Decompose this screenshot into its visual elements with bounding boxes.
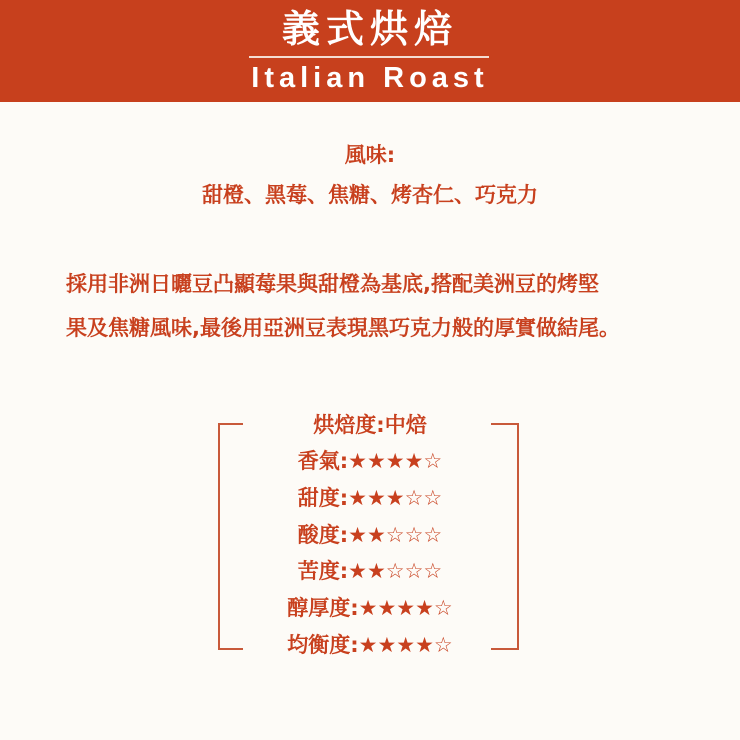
rating-row-sweetness [0,480,740,517]
header-banner [0,0,740,102]
rating-row-body [0,590,740,627]
roast-level: 烘焙度:中焙 [313,413,427,437]
rating-label: 甜度: [297,485,349,510]
rating-label: 苦度: [297,559,349,584]
star-rating-icon: ★★★☆☆ [348,485,443,510]
flavor-notes: 甜橙、黑莓、焦糖、烤杏仁、巧克力 [202,183,538,207]
star-rating-icon: ★★☆☆☆ [348,522,443,547]
page-title: 義式烘焙 [281,7,458,51]
flavor-label: 風味: [344,143,396,167]
ratings-panel [0,407,740,664]
rating-label: 醇厚度: [287,596,359,621]
page-subtitle: Italian Roast [251,62,489,94]
description-line: 採用非洲日曬豆凸顯莓果與甜橙為基底,搭配美洲豆的烤堅 [66,272,599,296]
rating-label: 均衡度: [287,632,359,657]
star-rating-icon: ★★★★☆ [358,596,453,621]
rating-label: 酸度: [297,522,349,547]
rating-row-aroma [0,443,740,480]
rating-row-bitterness [0,553,740,590]
star-rating-icon: ★★★★☆ [358,632,453,657]
rating-row-acidity [0,517,740,554]
description [66,262,686,350]
star-rating-icon: ★★★★☆ [348,449,443,473]
star-rating-icon: ★★☆☆☆ [348,559,443,584]
description-line: 果及焦糖風味,最後用亞洲豆表現黑巧克力般的厚實做結尾。 [66,316,620,340]
rating-row-balance [0,627,740,664]
title-divider [249,56,489,58]
rating-label: 香氣: [297,449,349,473]
